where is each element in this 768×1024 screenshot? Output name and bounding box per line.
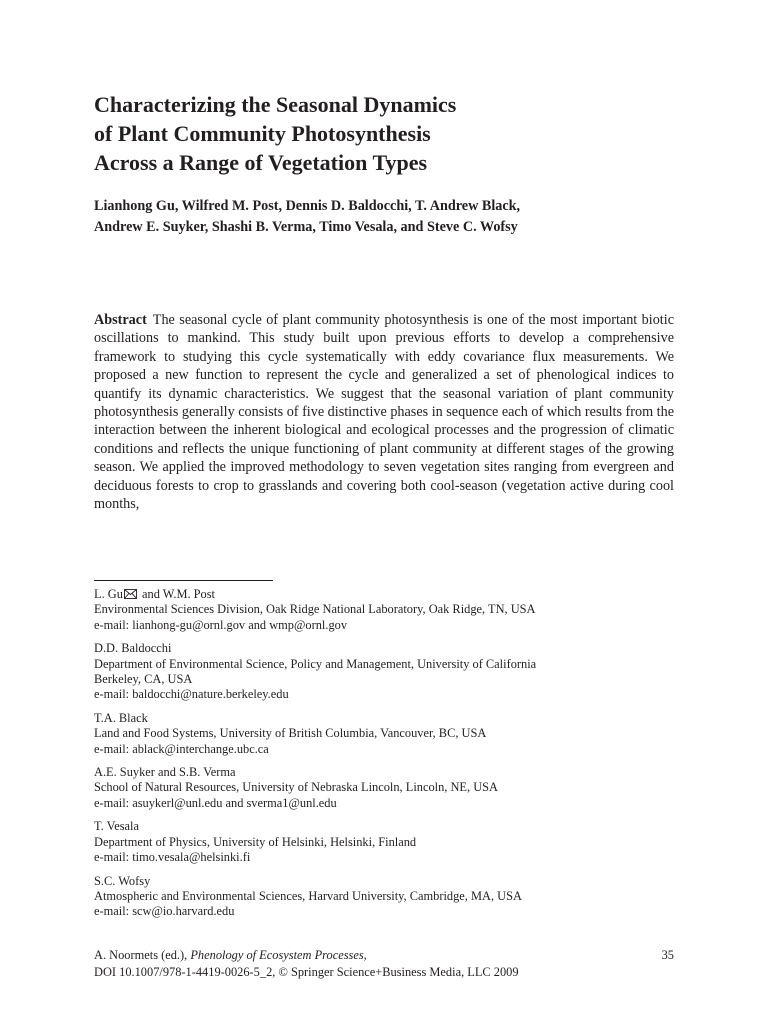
affiliation-department: Berkeley, CA, USA (94, 672, 193, 687)
affiliation-email: e-mail: asuykerl@unl.edu and sverma1@unl.edu (94, 795, 337, 810)
affiliation-block (94, 819, 674, 865)
author-name: L. Gu (94, 587, 123, 601)
affiliation-block (94, 711, 674, 757)
abstract-text: The seasonal cycle of plant community photosynthesis is one of the most important biotic oscillations to mankind. This study built upon previous efforts to develop a comprehensive framework to studying this cycle systematically with eddy covariance flux measurements. We proposed a new function to represent the cycle and generalized a set of phenological indices to quantify its dynamic characteristics. We suggest that the seasonal variation of plant community photosynthesis generally consists of five distinctive phases in sequence each of which results from the interaction between the inherent biological and ecological processes and the progression of climatic conditions and reflects the unique functioning of plant community at different stages of the growing season. We applied the improved methodology to seven vegetation sites ranging from evergreen and deciduous forests to crop to grasslands and covering both cool-season (vegetation active during cool months, (94, 312, 674, 513)
affiliation-email: e-mail: lianhong-gu@ornl.gov and wmp@ornl.gov (94, 617, 348, 632)
affiliation-email: e-mail: ablack@interchange.ubc.ca (94, 741, 269, 756)
affiliation-block (94, 587, 674, 633)
paper-first-page (94, 90, 674, 979)
page-number: 35 (661, 948, 674, 962)
book-title: Phenology of Ecosystem Processes (190, 948, 364, 962)
citation-line (94, 947, 674, 964)
affiliation-block (94, 641, 674, 703)
affiliation-department: Department of Environmental Science, Policy and Management, University of California (94, 656, 537, 671)
affiliation-department: Environmental Sciences Division, Oak Ridge National Laboratory, Oak Ridge, TN, USA (94, 602, 536, 617)
affiliation-names: D.D. Baldocchi (94, 641, 172, 656)
affiliation-department: Land and Food Systems, University of British Columbia, Vancouver, BC, USA (94, 726, 487, 741)
affiliation-names: S.C. Wofsy (94, 873, 151, 888)
affiliation-names (94, 587, 674, 602)
editor-text: A. Noormets (ed.), (94, 948, 191, 962)
affiliation-names: A.E. Suyker and S.B. Verma (94, 765, 236, 780)
affiliation-names: T.A. Black (94, 710, 148, 725)
author-line: Andrew E. Suyker, Shashi B. Verma, Timo Vesala, and Steve C. Wofsy (94, 219, 518, 235)
affiliation-department: School of Natural Resources, University of Nebraska Lincoln, Lincoln, NE, USA (94, 780, 498, 795)
affiliation-email: e-mail: timo.vesala@helsinki.fi (94, 850, 251, 865)
author-line: Lianhong Gu, Wilfred M. Post, Dennis D. Baldocchi, T. Andrew Black, (94, 198, 521, 214)
doi-line: DOI 10.1007/978-1-4419-0026-5_2, © Springer Science+Business Media, LLC 2009 (94, 965, 519, 979)
affiliation-block (94, 874, 674, 920)
paper-title (94, 90, 674, 177)
affiliation-names: T. Vesala (94, 819, 139, 834)
abstract (94, 311, 674, 513)
title-line: of Plant Community Photosynthesis (94, 121, 431, 146)
footnote-divider (94, 580, 273, 581)
envelope-icon (123, 587, 139, 601)
page-footer (94, 947, 674, 981)
affiliation-department: Department of Physics, University of Helsinki, Helsinki, Finland (94, 834, 417, 849)
title-line: Characterizing the Seasonal Dynamics (94, 92, 457, 117)
affiliation-email: e-mail: baldocchi@nature.berkeley.edu (94, 687, 289, 702)
affiliation-block (94, 765, 674, 811)
title-line: Across a Range of Vegetation Types (94, 150, 428, 175)
affiliation-email: e-mail: scw@io.harvard.edu (94, 904, 235, 919)
author-name: and W.M. Post (138, 587, 216, 601)
affiliation-department: Atmospheric and Environmental Sciences, Harvard University, Cambridge, MA, USA (94, 888, 522, 903)
book-title-suffix: , (363, 948, 367, 962)
author-list (94, 196, 674, 238)
abstract-label: Abstract (94, 312, 147, 328)
affiliations (94, 587, 674, 928)
